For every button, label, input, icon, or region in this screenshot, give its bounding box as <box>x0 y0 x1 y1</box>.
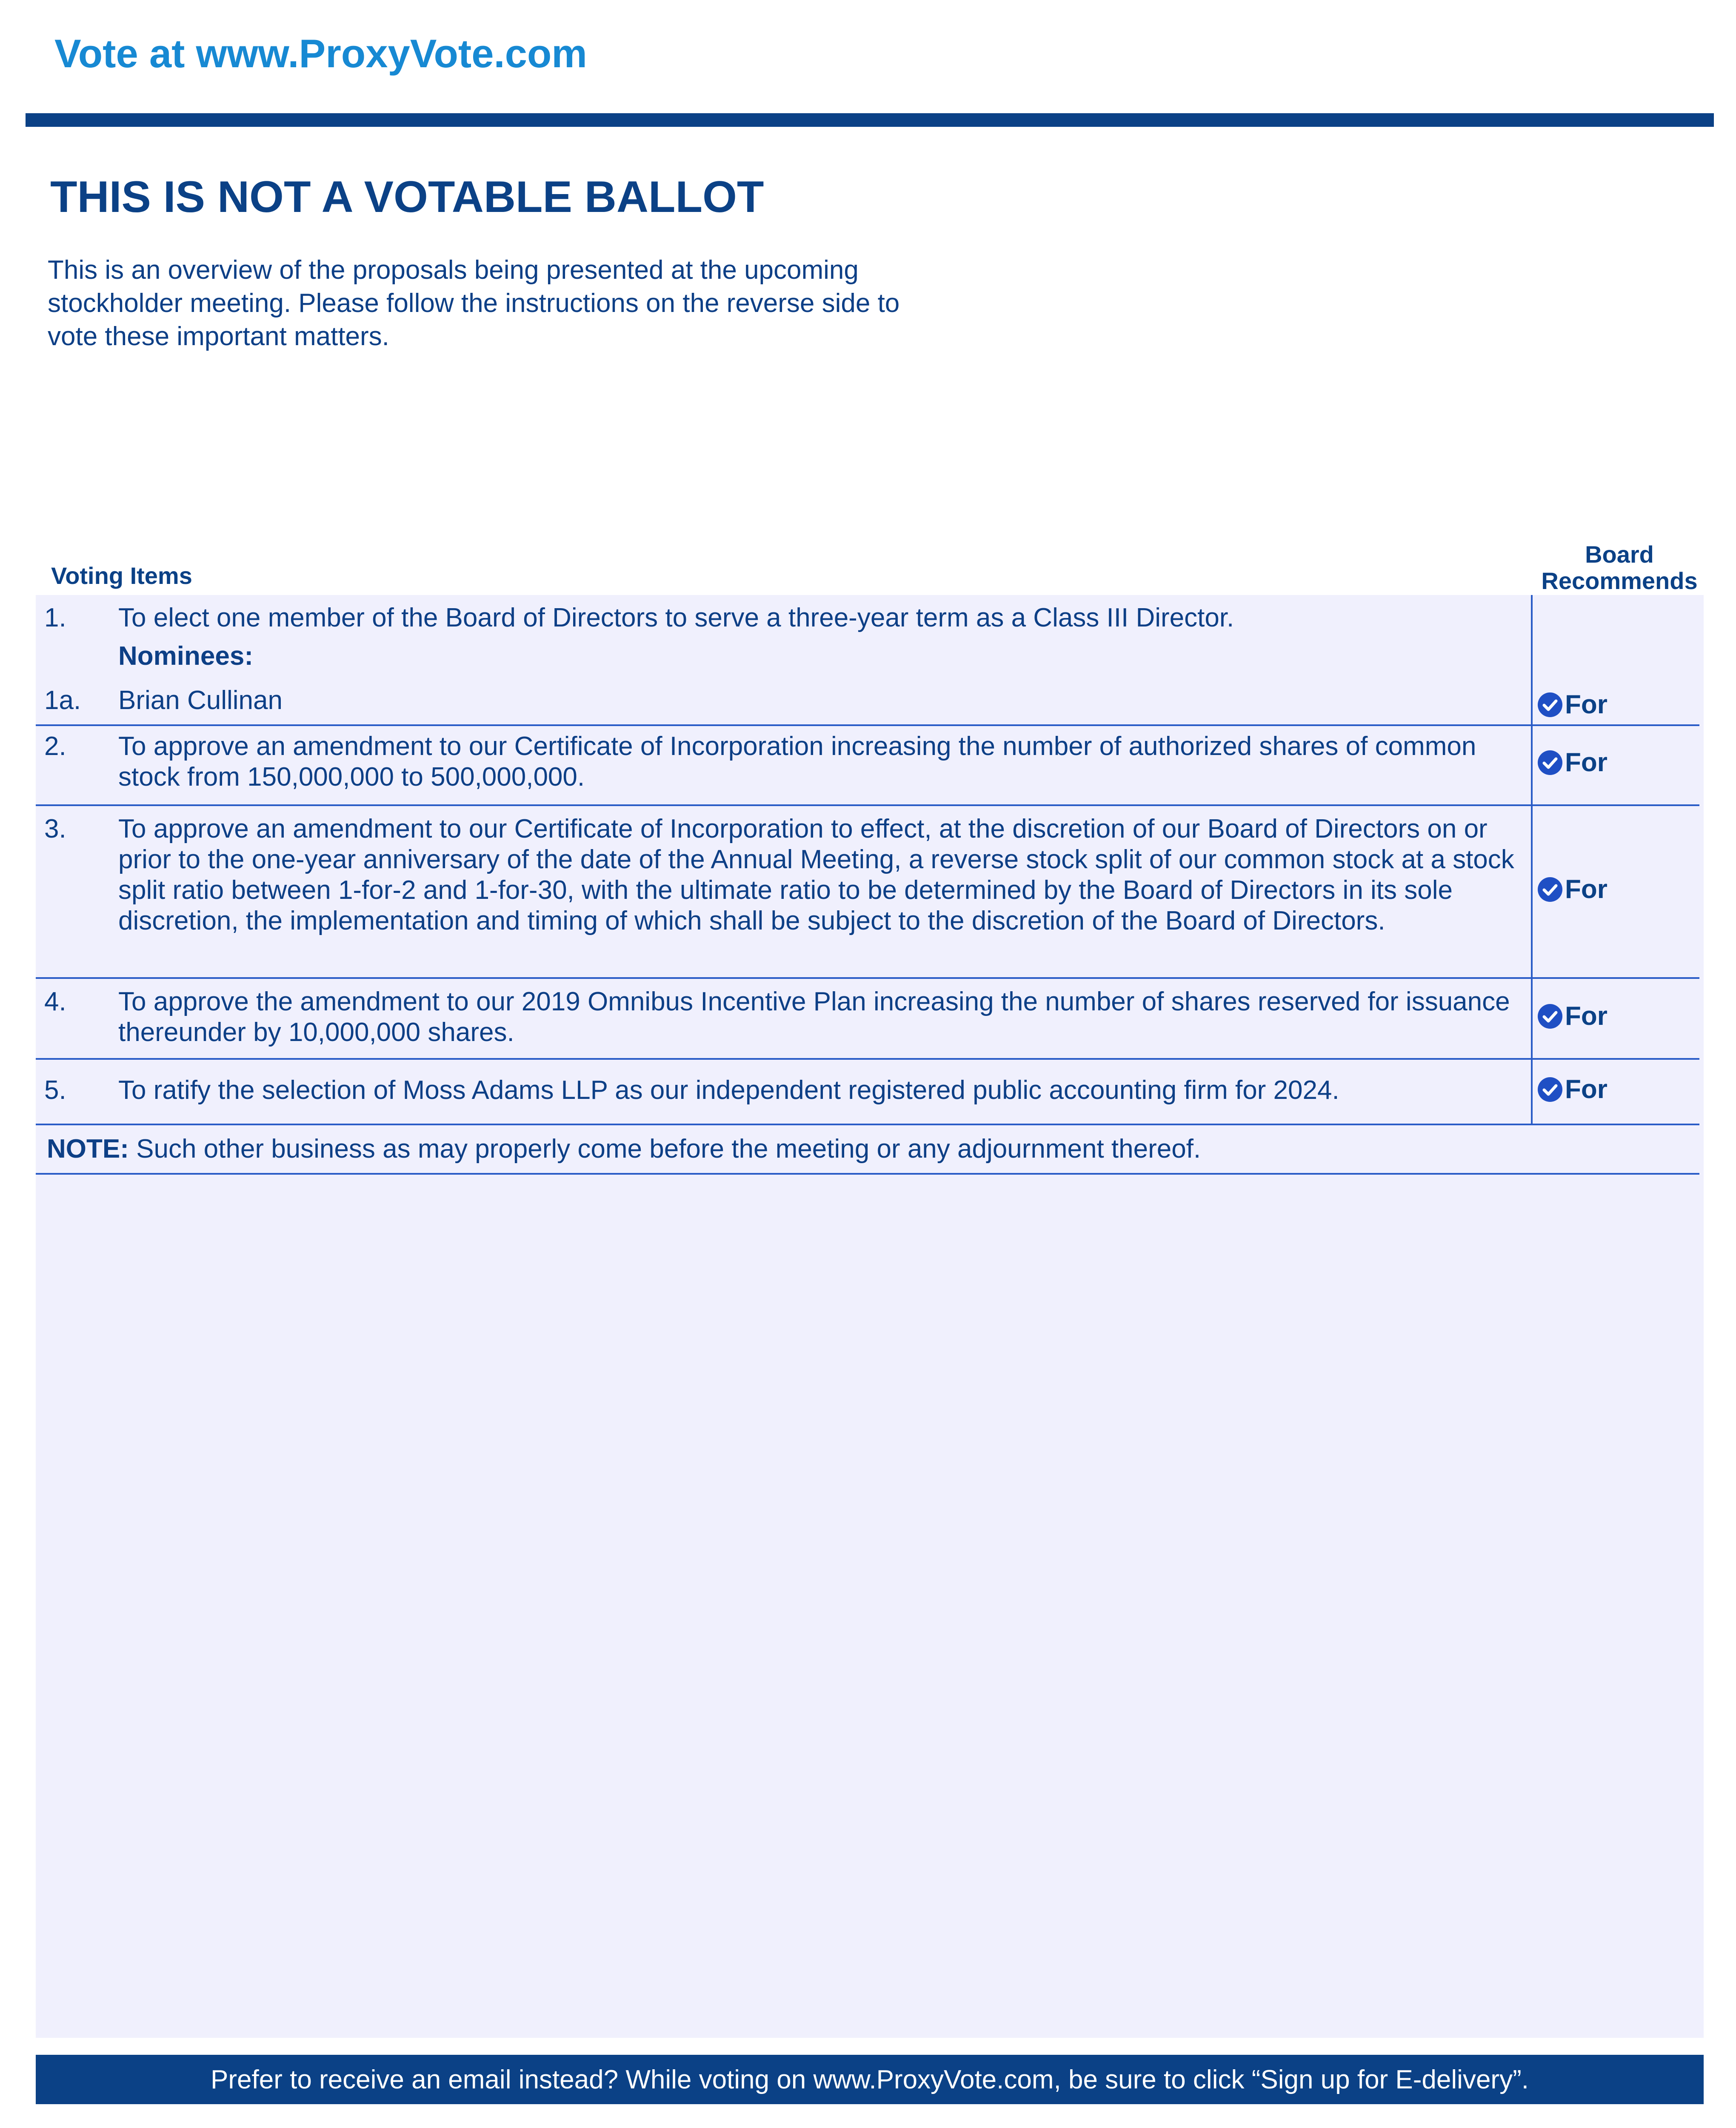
row-divider <box>36 724 1699 726</box>
item-text: To approve an amendment to our Certificate of Incorporation to effect, at the discretion of our Board of Directors on or prior to the one-year anniversary of the date of the Annual Meeting, a reverse stock split of our common stock at a stock split ratio between 1-for-2 and 1-for-30, with the ultimate ratio to be determined by the Board of Directors in its sole discretion, the implementation and timing of which shall be subject to the discretion of the Board of Directors. <box>118 814 1514 935</box>
intro-paragraph: This is an overview of the proposals being presented at the upcoming stockholder meeting. Please follow the instructions on the reverse side to vote these important matters. <box>48 255 900 351</box>
item-text: To elect one member of the Board of Directors to serve a three-year term as a Class III Director. <box>118 603 1234 632</box>
item-number: 1. <box>44 603 66 632</box>
row-divider <box>36 804 1699 806</box>
recommendation-badge <box>1537 1001 1608 1031</box>
note-divider <box>36 1173 1699 1175</box>
item-number: 2. <box>44 732 66 761</box>
board-recommends-header <box>1530 541 1709 594</box>
page-title: THIS IS NOT A VOTABLE BALLOT <box>50 172 764 222</box>
recommendation-label: For <box>1565 875 1608 904</box>
recommendation-label: For <box>1565 1001 1608 1031</box>
note-label: NOTE: <box>47 1134 129 1164</box>
recommendation-badge <box>1537 689 1608 720</box>
recommendation-label: For <box>1565 690 1608 719</box>
check-circle-icon <box>1537 1076 1563 1103</box>
check-circle-icon <box>1537 749 1563 776</box>
recommendation-badge <box>1537 874 1608 904</box>
recommendation-label: For <box>1565 1075 1608 1104</box>
item-number: 4. <box>44 987 66 1016</box>
note-text: Such other business as may properly come before the meeting or any adjournment thereof. <box>136 1134 1201 1164</box>
recommendation-badge <box>1537 1074 1608 1104</box>
edelivery-text: Prefer to receive an email instead? While voting on www.ProxyVote.com, be sure to click “Sign up for E-delivery”. <box>211 2065 1529 2094</box>
board-header-line2: Recommends <box>1541 567 1698 594</box>
item-number: 3. <box>44 814 66 844</box>
note <box>47 1134 1201 1164</box>
item-text: To ratify the selection of Moss Adams LLP as our independent registered public accounting firm for 2024. <box>118 1075 1339 1105</box>
header-divider <box>26 113 1714 127</box>
nominee-name: Brian Cullinan <box>118 686 283 715</box>
row-divider <box>36 1058 1699 1060</box>
nominees-label: Nominees: <box>118 641 253 671</box>
edelivery-footer <box>36 2055 1704 2104</box>
check-circle-icon <box>1537 692 1563 718</box>
item-number: 5. <box>44 1075 66 1105</box>
recommendation-label: For <box>1565 748 1608 777</box>
check-circle-icon <box>1537 1003 1563 1030</box>
voting-items-header: Voting Items <box>51 562 192 589</box>
item-number: 1a. <box>44 686 81 715</box>
proxyvote-header: Vote at www.ProxyVote.com <box>54 31 587 76</box>
check-circle-icon <box>1537 876 1563 903</box>
recommendation-badge <box>1537 747 1608 778</box>
voting-items-panel <box>36 595 1704 2038</box>
row-divider <box>36 977 1699 979</box>
recommendation-column-divider <box>1531 595 1533 1125</box>
item-text: To approve an amendment to our Certificate of Incorporation increasing the number of authorized shares of common stock from 150,000,000 to 500,000,000. <box>118 732 1476 792</box>
board-header-line1: Board <box>1585 541 1654 568</box>
item-text: To approve the amendment to our 2019 Omnibus Incentive Plan increasing the number of shares reserved for issuance thereunder by 10,000,000 shares. <box>118 987 1510 1047</box>
row-divider <box>36 1124 1699 1125</box>
